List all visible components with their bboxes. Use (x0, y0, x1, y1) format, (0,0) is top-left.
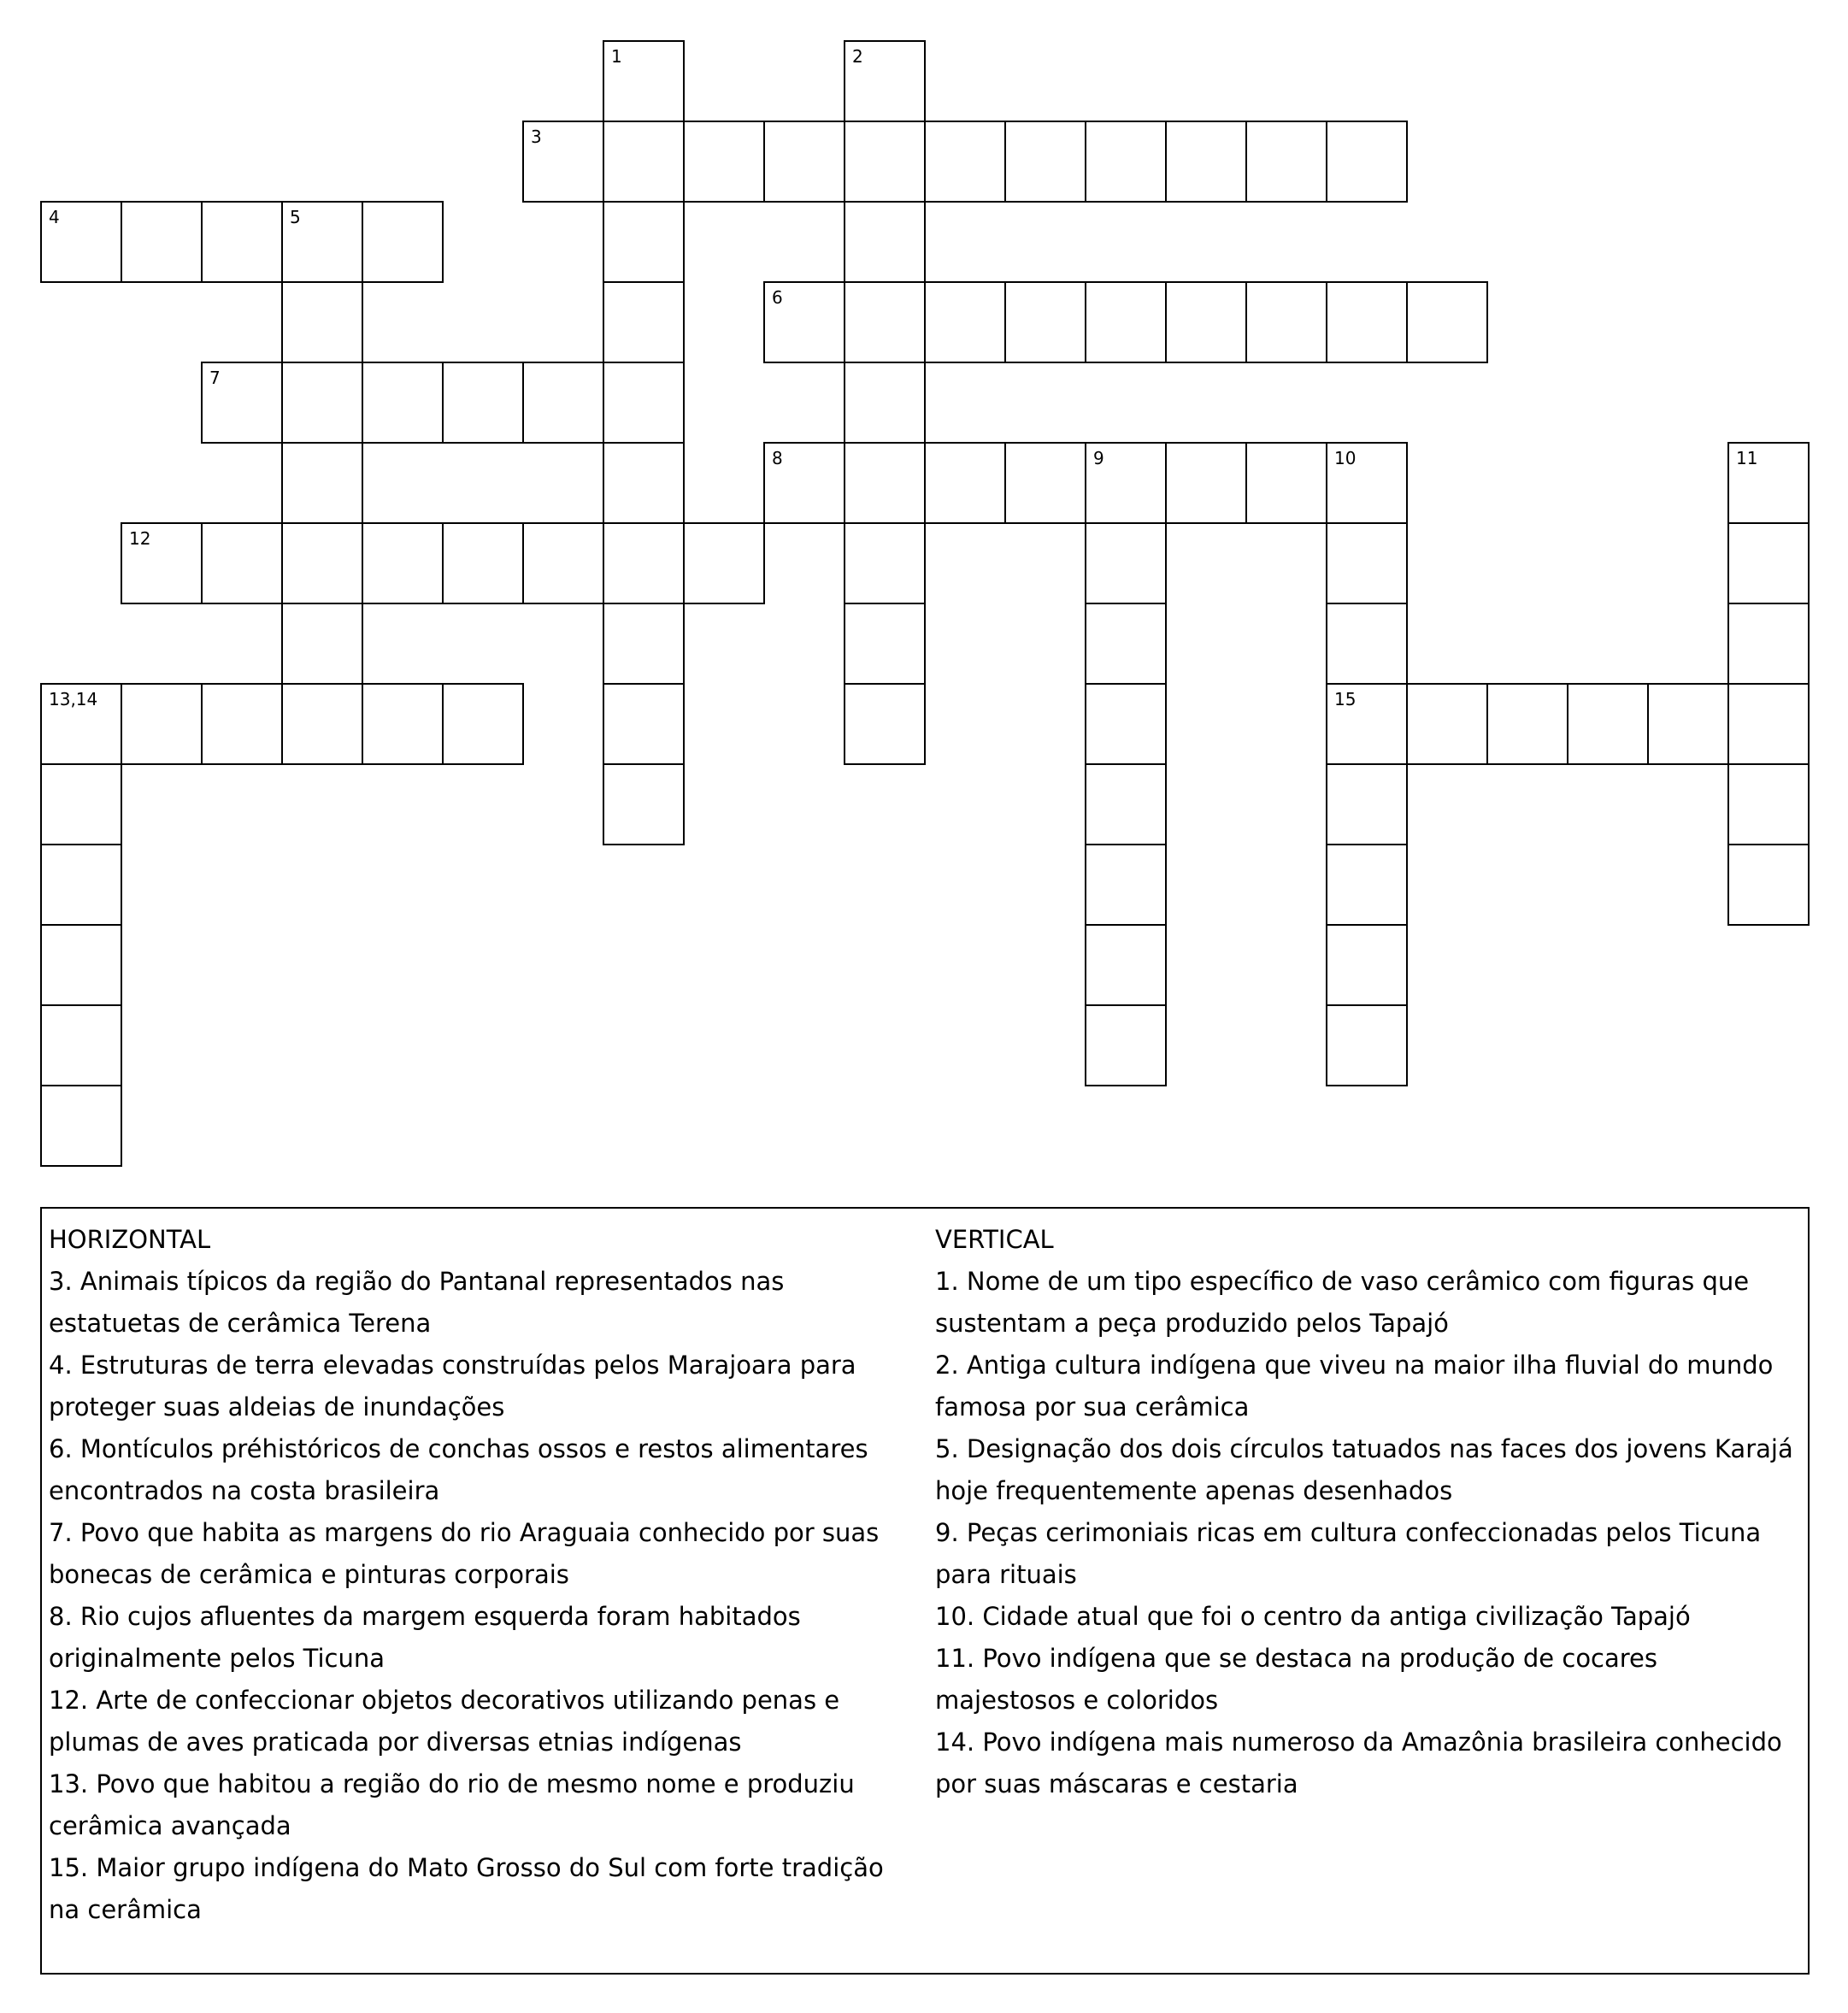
clue-v-14: 14. Povo indígena mais numeroso da Amazônia brasileira conhecido por suas máscaras e cestaria (935, 1728, 1782, 1798)
crossword-cell-9[interactable] (1085, 442, 1167, 524)
crossword-cell[interactable] (281, 362, 363, 444)
clue-number: 12 (129, 528, 151, 549)
crossword-cell-5[interactable] (281, 201, 363, 283)
crossword-cell[interactable] (201, 683, 283, 765)
clue-number: 9 (1093, 448, 1104, 468)
clue-h-13: 13. Povo que habitou a região do rio de mesmo nome e produziu cerâmica avançada (49, 1769, 855, 1840)
crossword-cell[interactable] (1004, 121, 1086, 203)
crossword-cell[interactable] (522, 522, 604, 604)
clue-number: 7 (209, 368, 221, 388)
crossword-cell[interactable] (1245, 281, 1327, 363)
crossword-cell[interactable] (281, 281, 363, 363)
crossword-cell[interactable] (442, 362, 524, 444)
crossword-cell[interactable] (603, 603, 685, 685)
crossword-cell-10[interactable] (1326, 442, 1408, 524)
clue-number: 2 (852, 46, 863, 67)
crossword-cell[interactable] (924, 442, 1006, 524)
crossword-cell[interactable] (1567, 683, 1649, 765)
crossword-cell[interactable] (362, 201, 444, 283)
crossword-cell-1[interactable] (603, 40, 685, 122)
crossword-cell[interactable] (1085, 522, 1167, 604)
crossword-cell[interactable] (362, 362, 444, 444)
clue-v-5: 5. Designação dos dois círculos tatuados nas faces dos jovens Karajá hoje frequentemente apenas desenhados (935, 1434, 1793, 1505)
crossword-cell[interactable] (1326, 1004, 1408, 1086)
crossword-cell[interactable] (1004, 281, 1086, 363)
crossword-cell[interactable] (1085, 763, 1167, 845)
vertical-clues (935, 1219, 1798, 1805)
clue-number: 8 (772, 448, 783, 468)
crossword-cell[interactable] (1085, 1004, 1167, 1086)
crossword-cell[interactable] (683, 522, 765, 604)
crossword-cell[interactable] (442, 683, 524, 765)
clue-v-9: 9. Peças cerimoniais ricas em cultura confeccionadas pelos Ticuna para rituais (935, 1518, 1762, 1589)
crossword-cell[interactable] (281, 603, 363, 685)
crossword-cell[interactable] (1245, 121, 1327, 203)
crossword-cell[interactable] (1326, 603, 1408, 685)
crossword-cell[interactable] (603, 201, 685, 283)
crossword-cell[interactable] (362, 522, 444, 604)
crossword-cell[interactable] (603, 522, 685, 604)
crossword-cell[interactable] (1326, 121, 1408, 203)
crossword-cell[interactable] (281, 522, 363, 604)
crossword-cell[interactable] (40, 1004, 122, 1086)
crossword-cell[interactable] (924, 121, 1006, 203)
clue-number: 6 (772, 287, 783, 308)
crossword-cell[interactable] (1085, 844, 1167, 926)
crossword-cell[interactable] (603, 121, 685, 203)
clue-h-3: 3. Animais típicos da região do Pantanal representados nas estatuetas de cerâmica Terena (49, 1267, 785, 1338)
crossword-cell[interactable] (603, 362, 685, 444)
crossword-cell[interactable] (844, 362, 926, 444)
crossword-cell[interactable] (1326, 281, 1408, 363)
crossword-cell[interactable] (40, 924, 122, 1006)
crossword-cell[interactable] (1004, 442, 1086, 524)
crossword-cell[interactable] (1245, 442, 1327, 524)
crossword-cell[interactable] (1085, 121, 1167, 203)
crossword-cell[interactable] (844, 281, 926, 363)
crossword-cell[interactable] (40, 844, 122, 926)
crossword-cell-7[interactable] (201, 362, 283, 444)
clue-v-11: 11. Povo indígena que se destaca na produção de cocares majestosos e coloridos (935, 1644, 1658, 1715)
crossword-cell[interactable] (844, 121, 926, 203)
clue-number: 3 (531, 127, 542, 147)
crossword-cell[interactable] (1085, 683, 1167, 765)
crossword-cell[interactable] (1165, 281, 1247, 363)
crossword-cell[interactable] (362, 683, 444, 765)
crossword-cell[interactable] (763, 121, 845, 203)
clue-h-15: 15. Maior grupo indígena do Mato Grosso do Sul com forte tradição na cerâmica (49, 1853, 884, 1924)
crossword-cell[interactable] (40, 1085, 122, 1167)
crossword-cell[interactable] (1085, 281, 1167, 363)
crossword-cell[interactable] (201, 522, 283, 604)
clue-v-1: 1. Nome de um tipo específico de vaso cerâmico com figuras que sustentam a peça produzido pelos Tapajó (935, 1267, 1750, 1338)
crossword-cell[interactable] (844, 201, 926, 283)
crossword-cell[interactable] (1326, 522, 1408, 604)
crossword-cell[interactable] (1085, 603, 1167, 685)
crossword-cell[interactable] (1727, 603, 1810, 685)
clue-number: 4 (49, 207, 60, 227)
clue-h-6: 6. Montículos préhistóricos de conchas ossos e restos alimentares encontrados na costa brasileira (49, 1434, 868, 1505)
crossword-cell-2[interactable] (844, 40, 926, 122)
crossword-cell[interactable] (1085, 924, 1167, 1006)
crossword-cell[interactable] (1326, 763, 1408, 845)
crossword-cell[interactable] (844, 442, 926, 524)
crossword-cell[interactable] (121, 683, 203, 765)
crossword-cell[interactable] (1727, 844, 1810, 926)
crossword-cell[interactable] (1326, 924, 1408, 1006)
clue-h-4: 4. Estruturas de terra elevadas construídas pelos Marajoara para proteger suas aldeias de inundações (49, 1351, 856, 1421)
crossword-cell[interactable] (1727, 763, 1810, 845)
crossword-cell-11[interactable] (1727, 442, 1810, 524)
clue-h-7: 7. Povo que habita as margens do rio Araguaia conhecido por suas bonecas de cerâmica e pinturas corporais (49, 1518, 880, 1589)
crossword-cell[interactable] (1165, 121, 1247, 203)
crossword-cell[interactable] (844, 522, 926, 604)
crossword-cell[interactable] (603, 763, 685, 845)
clue-number: 13,14 (49, 689, 98, 709)
crossword-cell[interactable] (1727, 522, 1810, 604)
crossword-cell[interactable] (844, 683, 926, 765)
clue-v-2: 2. Antiga cultura indígena que viveu na maior ilha fluvial do mundo famosa por sua cerâmica (935, 1351, 1774, 1421)
crossword-cell[interactable] (121, 201, 203, 283)
clue-v-10: 10. Cidade atual que foi o centro da antiga civilização Tapajó (935, 1602, 1691, 1631)
clues-box (40, 1207, 1810, 1975)
crossword-cell[interactable] (1406, 683, 1488, 765)
clue-number: 10 (1334, 448, 1357, 468)
clue-number: 15 (1334, 689, 1357, 709)
crossword-cell[interactable] (1326, 844, 1408, 926)
clue-number: 11 (1736, 448, 1758, 468)
crossword-cell-12[interactable] (121, 522, 203, 604)
clue-h-12: 12. Arte de confeccionar objetos decorativos utilizando penas e plumas de aves praticada por diversas etnias indígenas (49, 1686, 840, 1757)
crossword-cell[interactable] (603, 442, 685, 524)
crossword-cell[interactable] (1486, 683, 1568, 765)
crossword-cell[interactable] (40, 763, 122, 845)
crossword-cell[interactable] (844, 603, 926, 685)
clue-number: 5 (290, 207, 301, 227)
crossword-cell[interactable] (603, 281, 685, 363)
crossword-cell[interactable] (201, 201, 283, 283)
crossword-cell[interactable] (1406, 281, 1488, 363)
crossword-cell-6[interactable] (763, 281, 845, 363)
crossword-cell[interactable] (1647, 683, 1729, 765)
horizontal-clues (49, 1219, 921, 1931)
crossword-cell[interactable] (1727, 683, 1810, 765)
crossword-cell[interactable] (442, 522, 524, 604)
crossword-cell[interactable] (281, 683, 363, 765)
crossword-cell[interactable] (522, 362, 604, 444)
crossword-cell[interactable] (1165, 442, 1247, 524)
clue-number: 1 (611, 46, 622, 67)
crossword-cell-4[interactable] (40, 201, 122, 283)
clue-h-8: 8. Rio cujos afluentes da margem esquerda foram habitados originalmente pelos Ticuna (49, 1602, 801, 1673)
crossword-cell-13-14[interactable] (40, 683, 122, 765)
crossword-cell[interactable] (924, 281, 1006, 363)
crossword-cell[interactable] (281, 442, 363, 524)
vertical-heading: VERTICAL (935, 1225, 1054, 1254)
horizontal-heading: HORIZONTAL (49, 1225, 211, 1254)
crossword-cell[interactable] (603, 683, 685, 765)
crossword-cell-3[interactable] (522, 121, 604, 203)
crossword-cell-8[interactable] (763, 442, 845, 524)
crossword-cell-15[interactable] (1326, 683, 1408, 765)
crossword-cell[interactable] (683, 121, 765, 203)
